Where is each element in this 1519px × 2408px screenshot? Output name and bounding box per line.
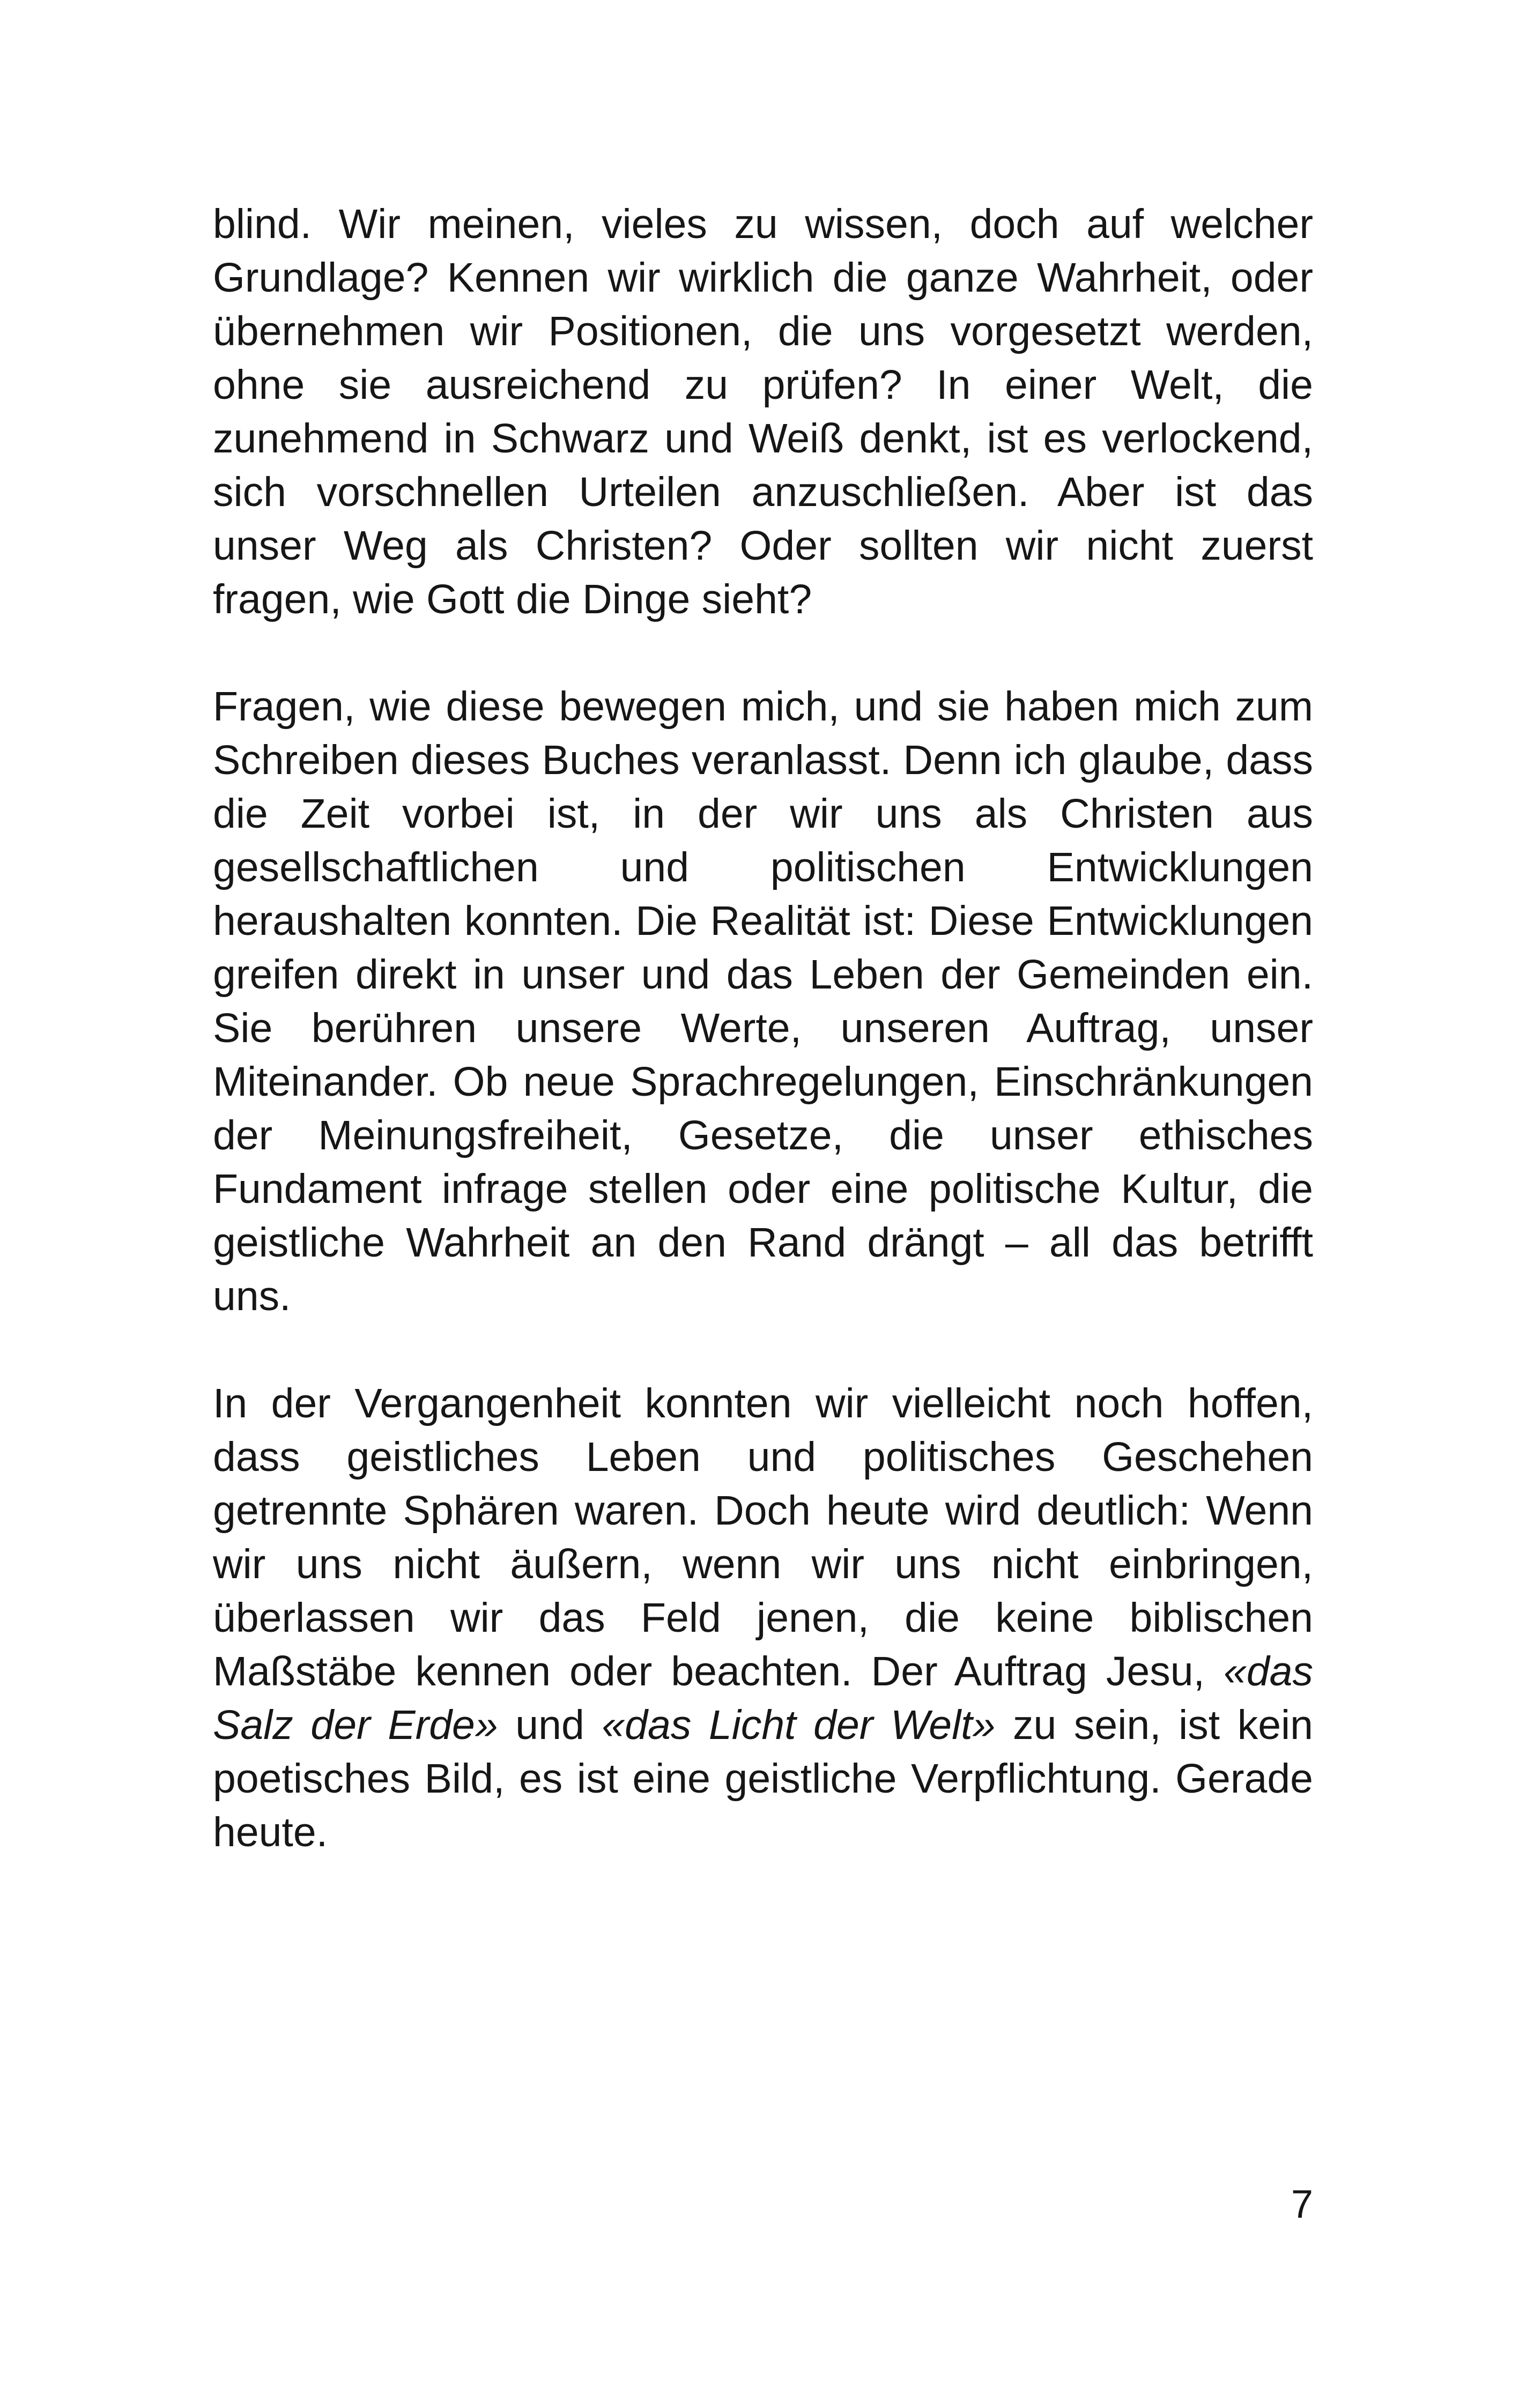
quote-salz-der-erde: «das Salz der Erde» xyxy=(213,1648,1313,1748)
paragraph-3-text-mid: und xyxy=(498,1702,602,1748)
paragraph-3 xyxy=(213,1377,1313,1859)
paragraph-3-text-tail: zu sein, ist kein poetisches Bild, es ist eine geistliche Verpflichtung. Gerade heute. xyxy=(213,1702,1313,1855)
page-number: 7 xyxy=(1291,2182,1313,2226)
paragraph-2 xyxy=(213,680,1313,1323)
paragraph-1-text: blind. Wir meinen, vieles zu wissen, doch auf welcher Grundlage? Kennen wir wirklich die ganze Wahrheit, oder übernehmen wir Positionen, die uns vorgesetzt werden, ohne sie ausreichend zu prüfen? In einer Welt, die zunehmend in Schwarz und Weiß denkt, ist es verlockend, sich vorschnellen Urteilen anzuschließen. Aber ist das unser Weg als Christen? Oder sollten wir nicht zuerst fragen, wie Gott die Dinge sieht? xyxy=(213,201,1313,622)
paragraph-3-text-lead: In der Vergangenheit konnten wir vielleicht noch hoffen, dass geistliches Leben und politisches Geschehen getrennte Sphären waren. Doch heute wird deutlich: Wenn wir uns nicht äußern, wenn wir uns nicht einbringen, überlassen wir das Feld jenen, die keine biblischen Maßstäbe kennen oder beachten. Der Auftrag Jesu, xyxy=(213,1380,1313,1694)
text-block xyxy=(213,197,1313,1859)
quote-licht-der-welt: «das Licht der Welt» xyxy=(602,1702,996,1748)
paragraph-2-text: Fragen, wie diese bewegen mich, und sie haben mich zum Schreiben dieses Buches veranlasst. Denn ich glaube, dass die Zeit vorbei ist, in der wir uns als Christen aus gesellschaftlichen und politischen Entwicklungen heraushalten konnten. Die Realität ist: Diese Entwicklungen greifen direkt in unser und das Leben der Gemeinden ein. Sie berühren unsere Werte, unseren Auftrag, unser Miteinander. Ob neue Sprachregelungen, Einschränkungen der Meinungsfreiheit, Gesetze, die unser ethisches Fundament infrage stellen oder eine politische Kultur, die geistliche Wahrheit an den Rand drängt – all das betrifft uns. xyxy=(213,683,1313,1319)
paragraph-1 xyxy=(213,197,1313,626)
